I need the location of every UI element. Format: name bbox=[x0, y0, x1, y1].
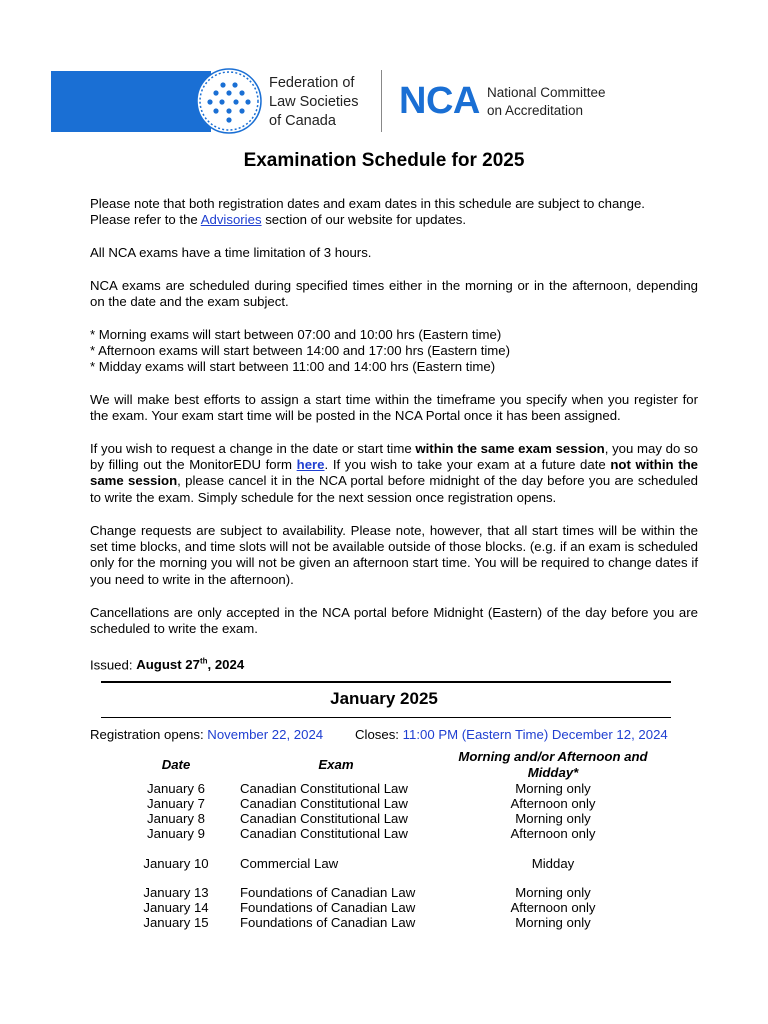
nca-name-line-1: National Committee bbox=[487, 85, 606, 100]
nca-name-line-2: on Accreditation bbox=[487, 103, 584, 118]
reg-opens-label: Registration opens: bbox=[90, 727, 208, 742]
issued-month-day: August 27 bbox=[136, 657, 200, 673]
intro-paragraph-6 bbox=[90, 441, 698, 506]
row-time-slot: Morning only bbox=[515, 781, 591, 796]
federation-name bbox=[269, 74, 358, 131]
row-time-slot: Morning only bbox=[515, 811, 591, 826]
row-date: January 8 bbox=[147, 811, 205, 826]
brand-color-bar bbox=[51, 71, 211, 132]
table-row bbox=[0, 781, 768, 796]
registration-closes bbox=[355, 727, 668, 742]
time-window-morning: * Morning exams will start between 07:00 and 10:00 hrs (Eastern time) bbox=[90, 327, 502, 342]
row-date: January 13 bbox=[143, 885, 209, 900]
time-windows-list bbox=[90, 327, 698, 376]
row-date: January 10 bbox=[143, 856, 209, 871]
column-header-time-slot bbox=[430, 749, 676, 781]
table-row bbox=[0, 796, 768, 811]
reg-closes-date: 11:00 PM (Eastern Time) December 12, 2024 bbox=[402, 727, 668, 742]
intro-p1-before-link: Please refer to the bbox=[90, 212, 201, 228]
table-row bbox=[0, 811, 768, 826]
session-bottom-rule bbox=[101, 717, 671, 718]
intro-paragraph-8: Cancellations are only accepted in the NCA portal before Midnight (Eastern) of the day before you are scheduled to write the exam. bbox=[90, 605, 698, 637]
table-row bbox=[0, 915, 768, 930]
issued-date bbox=[90, 654, 698, 674]
p6-bold-not-same-session: not within the same session bbox=[90, 457, 698, 489]
page-title: Examination Schedule for 2025 bbox=[243, 150, 525, 171]
row-date: January 15 bbox=[143, 915, 209, 930]
row-date: January 14 bbox=[143, 900, 209, 915]
intro-paragraph-3: NCA exams are scheduled during specified times either in the morning or in the afternoon, depending on the date and the exam subject. bbox=[90, 278, 698, 310]
row-time-slot: Morning only bbox=[515, 885, 591, 900]
row-date: January 9 bbox=[147, 826, 205, 841]
p6-text-d: . If you wish to take your exam at a future date bbox=[324, 457, 611, 473]
row-exam: Canadian Constitutional Law bbox=[240, 811, 408, 826]
registration-opens bbox=[90, 727, 323, 742]
p6-text-f: , please cancel it in the NCA portal before midnight of the day before you are scheduled to write the exam. Simply schedule for the next session once registration opens. bbox=[90, 473, 698, 505]
intro-paragraph-2: All NCA exams have a time limitation of 3 hours. bbox=[90, 245, 372, 260]
table-row bbox=[0, 856, 768, 871]
advisories-link[interactable]: Advisories bbox=[200, 212, 262, 228]
session-top-rule bbox=[101, 681, 671, 683]
row-date: January 6 bbox=[147, 781, 205, 796]
column-header-slot-line-2: Midday* bbox=[527, 765, 579, 780]
intro-paragraph-1 bbox=[90, 196, 698, 228]
intro-paragraph-5: We will make best efforts to assign a start time within the timeframe you specify when you register for the exam. Your exam start time will be posted in the NCA Portal once it has been assigned. bbox=[90, 392, 698, 424]
issued-year: , 2024 bbox=[207, 657, 245, 673]
federation-seal-icon bbox=[196, 68, 262, 134]
federation-line-2: Law Societies bbox=[269, 94, 359, 110]
logo-divider bbox=[381, 70, 382, 132]
time-window-midday: * Midday exams will start between 11:00 and 14:00 hrs (Eastern time) bbox=[90, 359, 496, 375]
reg-opens-date: November 22, 2024 bbox=[207, 727, 324, 742]
reg-closes-label: Closes: bbox=[355, 727, 403, 742]
row-exam: Canadian Constitutional Law bbox=[240, 781, 408, 796]
row-exam: Canadian Constitutional Law bbox=[240, 826, 408, 841]
intro-p1-line-1: Please note that both registration dates and exam dates in this schedule are subject to change. bbox=[90, 196, 645, 211]
issued-ordinal: th bbox=[199, 657, 208, 666]
nca-logo: NCA bbox=[399, 80, 480, 122]
row-time-slot: Afternoon only bbox=[510, 900, 596, 915]
row-time-slot: Afternoon only bbox=[510, 826, 596, 841]
time-window-afternoon: * Afternoon exams will start between 14:00 and 17:00 hrs (Eastern time) bbox=[90, 343, 511, 359]
session-month-heading: January 2025 bbox=[330, 689, 438, 708]
p6-bold-same-session: within the same exam session bbox=[415, 441, 605, 456]
row-time-slot: Morning only bbox=[515, 915, 591, 930]
p6-text-c: , you may do so by filling out the MonitorEDU form bbox=[90, 441, 698, 473]
federation-line-1: Federation of bbox=[269, 75, 355, 91]
row-exam: Foundations of Canadian Law bbox=[240, 900, 416, 915]
monitoredu-form-link[interactable]: here bbox=[296, 457, 325, 473]
federation-line-3: of Canada bbox=[269, 113, 336, 129]
nca-name bbox=[487, 84, 606, 120]
row-exam: Canadian Constitutional Law bbox=[240, 796, 408, 811]
row-exam: Foundations of Canadian Law bbox=[240, 915, 416, 930]
row-date: January 7 bbox=[147, 796, 205, 811]
column-header-slot-line-1: Morning and/or Afternoon and bbox=[458, 749, 648, 764]
row-exam: Foundations of Canadian Law bbox=[240, 885, 416, 900]
table-row bbox=[0, 900, 768, 915]
issued-label: Issued: bbox=[90, 657, 137, 673]
row-time-slot: Afternoon only bbox=[510, 796, 596, 811]
intro-paragraph-7: Change requests are subject to availability. Please note, however, that all start times will be within the set time blocks, and time slots will not be available outside of those blocks. (e.g. if an exam is scheduled only for the morning you will not be given an afternoon start time. You will be required to change dates if you need to write in the afternoon). bbox=[90, 523, 698, 587]
intro-p1-after-link: section of our website for updates. bbox=[261, 212, 467, 228]
row-time-slot: Midday bbox=[531, 856, 575, 871]
column-header-date: Date bbox=[161, 757, 191, 772]
p6-text-a: If you wish to request a change in the date or start time bbox=[90, 441, 416, 456]
row-exam: Commercial Law bbox=[240, 856, 339, 871]
table-row bbox=[0, 826, 768, 841]
table-row bbox=[0, 885, 768, 900]
column-header-exam: Exam bbox=[318, 757, 354, 772]
